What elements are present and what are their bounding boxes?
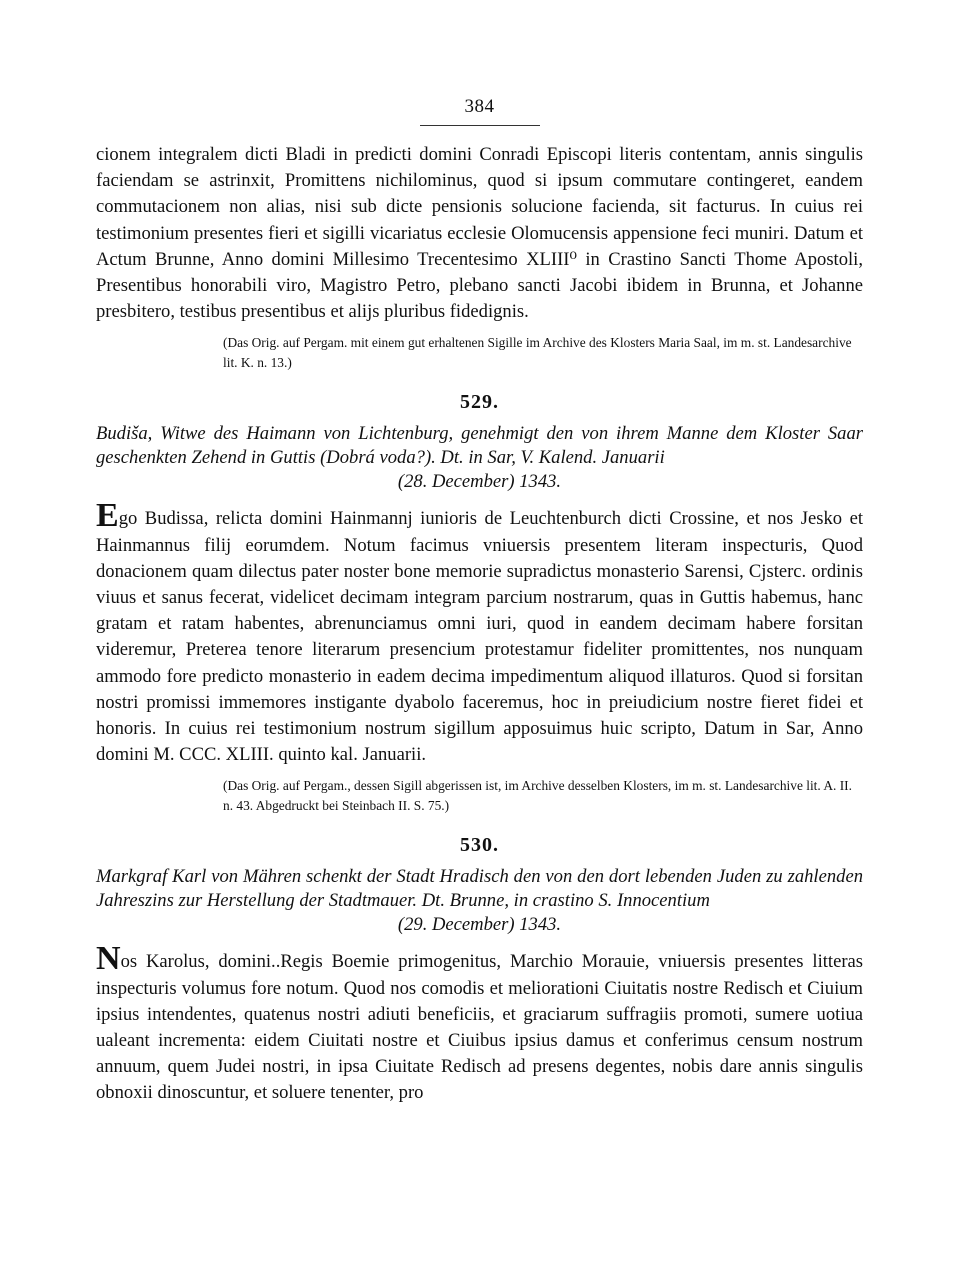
page-number-rule (420, 125, 540, 126)
charter-529-body: go Budissa, relicta domini Hainmannj iunioris de Leuchtenburch dicti Crossine, et nos Jesko et Hainmannus filij eorumdem. Notum facimus vniuersis presentem literam inspecturis, Quod donacionem quam dilectus pater noster bone memorie supradictus monasterio Sarensi, Cjsterc. ordinis viuus et sanus fecerat, videlicet decimam integram parcium nostrarum, quas in Guttis habemus, hanc gratam et ratam habentes, abrenunciamus omni iuri, quod in eandem decimam habere forsitan videremur, Preterea tenore literarum presencium protestamur fideliter promittentes, nos nunquam ammodo fore predicto monasterio in eadem decima impedimentum aliquod illaturos. Quod si forsitan nostri promissi immemores instigante dyabolo faceremus, hoc in preiudicium nostre fieret fidei et honoris. In cuius rei testimonium nostrum sigillum apposuimus huic scripto, Datum in Sar, Anno domini M. CCC. XLIII. quinto kal. Januarii. (96, 508, 863, 766)
regest-530-date: (29. December) 1343. (397, 914, 562, 936)
charter-529-source-note: (Das Orig. auf Pergam., dessen Sigill abgerissen ist, im Archive desselben Klosters, im m. st. Landesarchive lit. A. II. n. 43. Abgedruckt bei Steinbach II. S. 75.) (223, 778, 852, 814)
charter-530-initial: N (96, 940, 121, 978)
charter-529-initial: E (96, 497, 119, 535)
document-number-529: 529. (460, 391, 499, 414)
continuation-text: cionem integralem dicti Bladi in predicti domini Conradi Episcopi literis contentam, annis singulis faciendam se astrinxit, Promittens nichilominus, quod si ipsum commutare contingeret, eandem commutacionem non alias, nisi sub dicte pensionis solucione facienda, sit facturus. In cuius rei testimonium presentes fieri et sigilli vicariatus ecclesie Olomucensis appensione feci muniri. Datum et Actum Brunne, Anno domini Millesimo Trecentesimo XLIII⁰ in Crastino Sancti Thome Apostoli, Presentibus honorabili viro, Magistro Petro, plebano sancti Jacobi ibidem in Brunna, et Johanne presbitero, testibus presentibus et alijs pluribus fidedignis. (96, 144, 863, 323)
page-number: 384 (464, 96, 495, 117)
charter-530-text (96, 940, 863, 1106)
charter-529-text (96, 497, 863, 768)
continuation-source-note: (Das Orig. auf Pergam. mit einem gut erhaltenen Sigille im Archive des Klosters Maria Saal, im m. st. Landesarchive lit. K. n. 13.) (223, 335, 852, 371)
regest-529 (96, 422, 863, 494)
regest-530-text: Markgraf Karl von Mähren schenkt der Stadt Hradisch den von den dort lebenden Juden zu zahlenden Jahreszins zur Herstellung der Stadtmauer. Dt. Brunne, in crastino S. Innocentium (96, 866, 863, 912)
charter-530-body: os Karolus, domini..Regis Boemie primogenitus, Marchio Morauie, vniuersis presentes litteras inspecturis volumus fore notum. Quod nos comodis et meliorationi Ciuitatis nostre Redisch et Ciuium ipsius intendentes, quatenus nostri adiuti beneficiis, et graciarum suffragiis promoti, sumere uotiua ualeant incrementa: eidem Ciuitati nostre et Ciuibus ipsius damus et conferimus censum nostrum annuum, quem Judei nostri, in ipsa Ciuitate Redisch ad presens degentes, nobis dare annis singulis obnoxii dinoscuntur, et soluere tenenter, pro (96, 951, 863, 1104)
document-number-530: 530. (460, 834, 499, 857)
regest-529-text: Budiša, Witwe des Haimann von Lichtenburg, genehmigt den von ihrem Manne dem Kloster Saar geschenkten Zehend in Guttis (Dobrá voda?). Dt. in Sar, V. Kalend. Januarii (96, 423, 863, 469)
regest-530 (96, 865, 863, 937)
page (96, 96, 863, 1107)
regest-529-date: (28. December) 1343. (397, 471, 562, 493)
